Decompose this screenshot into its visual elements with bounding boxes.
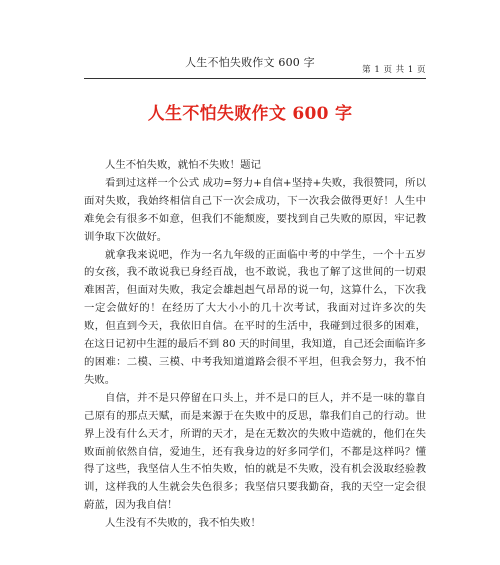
document-body <box>84 157 426 533</box>
paragraph: 人生不怕失败，就怕不失败！题记 <box>105 159 261 171</box>
page-header-title: 人生不怕失败作文 600 字 <box>185 56 315 69</box>
paragraph: 人生没有不失败的，我不怕失败！ <box>105 517 261 530</box>
document-title: 人生不怕失败作文 600 字 <box>147 104 353 124</box>
header-divider <box>84 78 426 79</box>
page-number-info: 第 1 页 共 1 页 <box>362 65 426 75</box>
paragraph: 自信，并不是只停留在口头上，并不是口的巨人，并不是一味的靠自己原有的那点天赋，而是来源于在失败中的反思，靠我们自己的行动。世界上没有什么天才，所谓的天才，是在无数次的失败中造就的，他们在失败面前依然自信，爱迪生，还有我身边的好多同学们，不都是这样吗？懂得了这些，我坚信人生不怕失败，怕的就是不失败，没有机会汲取经验教训，这样我的人生就会失色很多；我坚信只要我勤奋，我的天空一定会很蔚蓝，因为我自信！ <box>84 391 426 512</box>
paragraph: 就拿我来说吧，作为一名九年级的正面临中考的中学生，一个十五岁的女孩，我不敢说我已身经百战，也不敢说，我也了解了这世间的一切艰难困苦，但面对失败，我定会雄赳赳气昂昂的说一句，这算什么，下次我一定会做好的！在经历了大大小小的几十次考试，我面对过许多次的失败，但直到今天，我依旧自信。在平时的生活中，我碰到过很多的困难，在这日记初中生涯的最后不到 80 天的时间里，我知道，自己还会面临许多的困难：二模、三模、中考我知道道路会很不平坦，但我会努力，我不怕失败。 <box>84 248 426 386</box>
paragraph: 看到过这样一个公式 成功=努力+自信+坚持+失败，我很赞同，所以面对失败，我始终相信自己下一次会成功，下一次我会做得更好！人生中难免会有很多不如意，但我们不能颓废，要找到自己失败的原因，牢记教训争取下次做好。 <box>84 176 426 243</box>
